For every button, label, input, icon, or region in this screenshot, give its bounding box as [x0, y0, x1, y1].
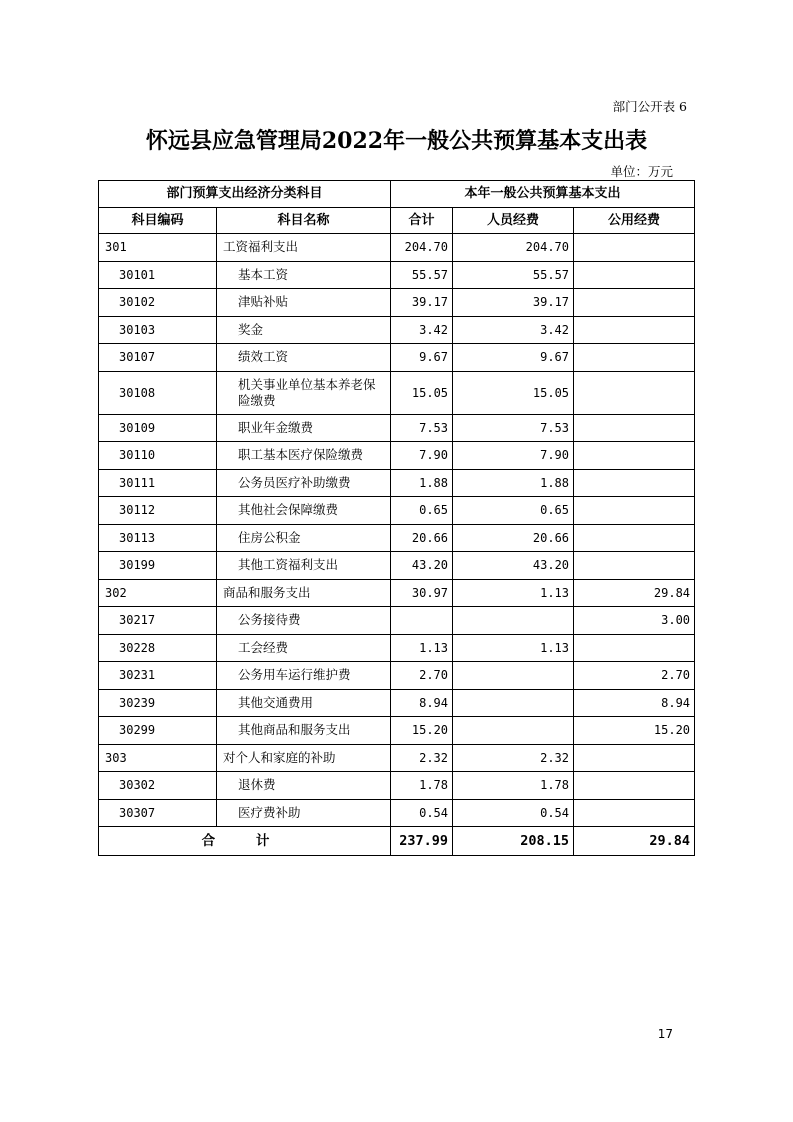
- table-row: [99, 316, 695, 344]
- row-total: 204.70: [391, 234, 453, 262]
- total-label: 合 计: [99, 827, 391, 856]
- row-code: 30239: [99, 689, 217, 717]
- row-name: 职工基本医疗保险缴费: [217, 442, 391, 470]
- row-total: 9.67: [391, 344, 453, 372]
- row-public: [574, 497, 695, 525]
- row-total: 43.20: [391, 552, 453, 580]
- row-personnel: [453, 607, 574, 635]
- row-personnel: 9.67: [453, 344, 574, 372]
- row-name: 退休费: [217, 772, 391, 800]
- table-row: [99, 289, 695, 317]
- header-row-group: [99, 181, 695, 208]
- row-total: [391, 607, 453, 635]
- header-row-columns: [99, 208, 695, 234]
- row-code: 30113: [99, 524, 217, 552]
- row-code: 30302: [99, 772, 217, 800]
- row-total: 15.20: [391, 717, 453, 745]
- row-public: [574, 524, 695, 552]
- row-personnel: 1.78: [453, 772, 574, 800]
- row-personnel: 15.05: [453, 371, 574, 414]
- row-personnel: [453, 689, 574, 717]
- row-personnel: 39.17: [453, 289, 574, 317]
- row-public: 29.84: [574, 579, 695, 607]
- row-public: [574, 289, 695, 317]
- table-row: [99, 744, 695, 772]
- row-code: 30107: [99, 344, 217, 372]
- table-row: [99, 772, 695, 800]
- row-name: 其他社会保障缴费: [217, 497, 391, 525]
- row-public: [574, 799, 695, 827]
- row-name: 基本工资: [217, 261, 391, 289]
- row-public: 15.20: [574, 717, 695, 745]
- row-code: 30112: [99, 497, 217, 525]
- row-public: [574, 316, 695, 344]
- row-code: 302: [99, 579, 217, 607]
- row-public: 3.00: [574, 607, 695, 635]
- row-code: 30111: [99, 469, 217, 497]
- form-number: 部门公开表 6: [612, 99, 687, 114]
- row-total: 55.57: [391, 261, 453, 289]
- row-public: [574, 442, 695, 470]
- row-name: 绩效工资: [217, 344, 391, 372]
- row-name: 公务接待费: [217, 607, 391, 635]
- row-public: [574, 344, 695, 372]
- row-total: 20.66: [391, 524, 453, 552]
- row-public: 8.94: [574, 689, 695, 717]
- row-personnel: 3.42: [453, 316, 574, 344]
- row-total: 0.54: [391, 799, 453, 827]
- row-name: 机关事业单位基本养老保险缴费: [217, 371, 391, 414]
- total-public: 29.84: [574, 827, 695, 856]
- header-name: 科目名称: [217, 208, 391, 234]
- row-name: 商品和服务支出: [217, 579, 391, 607]
- row-total: 7.90: [391, 442, 453, 470]
- row-code: 30110: [99, 442, 217, 470]
- row-public: [574, 234, 695, 262]
- page-number: 17: [657, 1027, 673, 1041]
- table-row: [99, 634, 695, 662]
- row-total: 1.13: [391, 634, 453, 662]
- row-code: 303: [99, 744, 217, 772]
- row-name: 其他工资福利支出: [217, 552, 391, 580]
- row-public: [574, 634, 695, 662]
- row-personnel: 2.32: [453, 744, 574, 772]
- row-name: 医疗费补助: [217, 799, 391, 827]
- row-code: 30228: [99, 634, 217, 662]
- header-personnel: 人员经费: [453, 208, 574, 234]
- row-name: 其他交通费用: [217, 689, 391, 717]
- table-row: [99, 579, 695, 607]
- table-row: [99, 524, 695, 552]
- row-name: 工会经费: [217, 634, 391, 662]
- row-total: 3.42: [391, 316, 453, 344]
- row-total: 0.65: [391, 497, 453, 525]
- table-row: [99, 662, 695, 690]
- header-public: 公用经费: [574, 208, 695, 234]
- row-public: 2.70: [574, 662, 695, 690]
- row-name: 对个人和家庭的补助: [217, 744, 391, 772]
- row-public: [574, 552, 695, 580]
- row-public: [574, 261, 695, 289]
- row-code: 30299: [99, 717, 217, 745]
- total-personnel: 208.15: [453, 827, 574, 856]
- row-total: 8.94: [391, 689, 453, 717]
- row-public: [574, 744, 695, 772]
- row-personnel: 204.70: [453, 234, 574, 262]
- row-code: 30217: [99, 607, 217, 635]
- row-personnel: [453, 662, 574, 690]
- row-code: 30109: [99, 414, 217, 442]
- row-public: [574, 772, 695, 800]
- header-basic-expenditure: 本年一般公共预算基本支出: [391, 181, 695, 208]
- table-row: [99, 442, 695, 470]
- table-row: [99, 689, 695, 717]
- row-name: 奖金: [217, 316, 391, 344]
- row-name: 职业年金缴费: [217, 414, 391, 442]
- table-row: [99, 607, 695, 635]
- header-total: 合计: [391, 208, 453, 234]
- row-total: 2.32: [391, 744, 453, 772]
- row-total: 7.53: [391, 414, 453, 442]
- row-personnel: [453, 717, 574, 745]
- row-personnel: 7.53: [453, 414, 574, 442]
- table-row: [99, 414, 695, 442]
- row-personnel: 1.13: [453, 579, 574, 607]
- row-personnel: 20.66: [453, 524, 574, 552]
- row-name: 其他商品和服务支出: [217, 717, 391, 745]
- table-row: [99, 552, 695, 580]
- table-body: [99, 234, 695, 827]
- table-row: [99, 234, 695, 262]
- row-personnel: 1.13: [453, 634, 574, 662]
- row-name: 住房公积金: [217, 524, 391, 552]
- row-code: 30101: [99, 261, 217, 289]
- row-total: 39.17: [391, 289, 453, 317]
- table-row: [99, 371, 695, 414]
- table-row: [99, 469, 695, 497]
- row-personnel: 43.20: [453, 552, 574, 580]
- row-name: 公务员医疗补助缴费: [217, 469, 391, 497]
- row-code: 30108: [99, 371, 217, 414]
- row-total: 1.78: [391, 772, 453, 800]
- header-classification: 部门预算支出经济分类科目: [99, 181, 391, 208]
- row-public: [574, 371, 695, 414]
- row-name: 津贴补贴: [217, 289, 391, 317]
- row-total: 2.70: [391, 662, 453, 690]
- row-total: 1.88: [391, 469, 453, 497]
- row-public: [574, 469, 695, 497]
- unit-label: 单位：万元: [610, 164, 673, 179]
- row-name: 公务用车运行维护费: [217, 662, 391, 690]
- table-row: [99, 799, 695, 827]
- row-name: 工资福利支出: [217, 234, 391, 262]
- row-personnel: 1.88: [453, 469, 574, 497]
- row-code: 30103: [99, 316, 217, 344]
- row-code: 30307: [99, 799, 217, 827]
- row-public: [574, 414, 695, 442]
- row-total: 30.97: [391, 579, 453, 607]
- row-personnel: 55.57: [453, 261, 574, 289]
- total-sum: 237.99: [391, 827, 453, 856]
- table-row: [99, 261, 695, 289]
- header-code: 科目编码: [99, 208, 217, 234]
- row-code: 301: [99, 234, 217, 262]
- total-row: [99, 827, 695, 856]
- document-title: 怀远县应急管理局2022年一般公共预算基本支出表: [145, 128, 648, 154]
- row-personnel: 0.65: [453, 497, 574, 525]
- table-row: [99, 717, 695, 745]
- row-code: 30231: [99, 662, 217, 690]
- row-code: 30199: [99, 552, 217, 580]
- budget-table: [98, 180, 695, 856]
- row-code: 30102: [99, 289, 217, 317]
- row-total: 15.05: [391, 371, 453, 414]
- table-row: [99, 344, 695, 372]
- table-row: [99, 497, 695, 525]
- row-personnel: 7.90: [453, 442, 574, 470]
- row-personnel: 0.54: [453, 799, 574, 827]
